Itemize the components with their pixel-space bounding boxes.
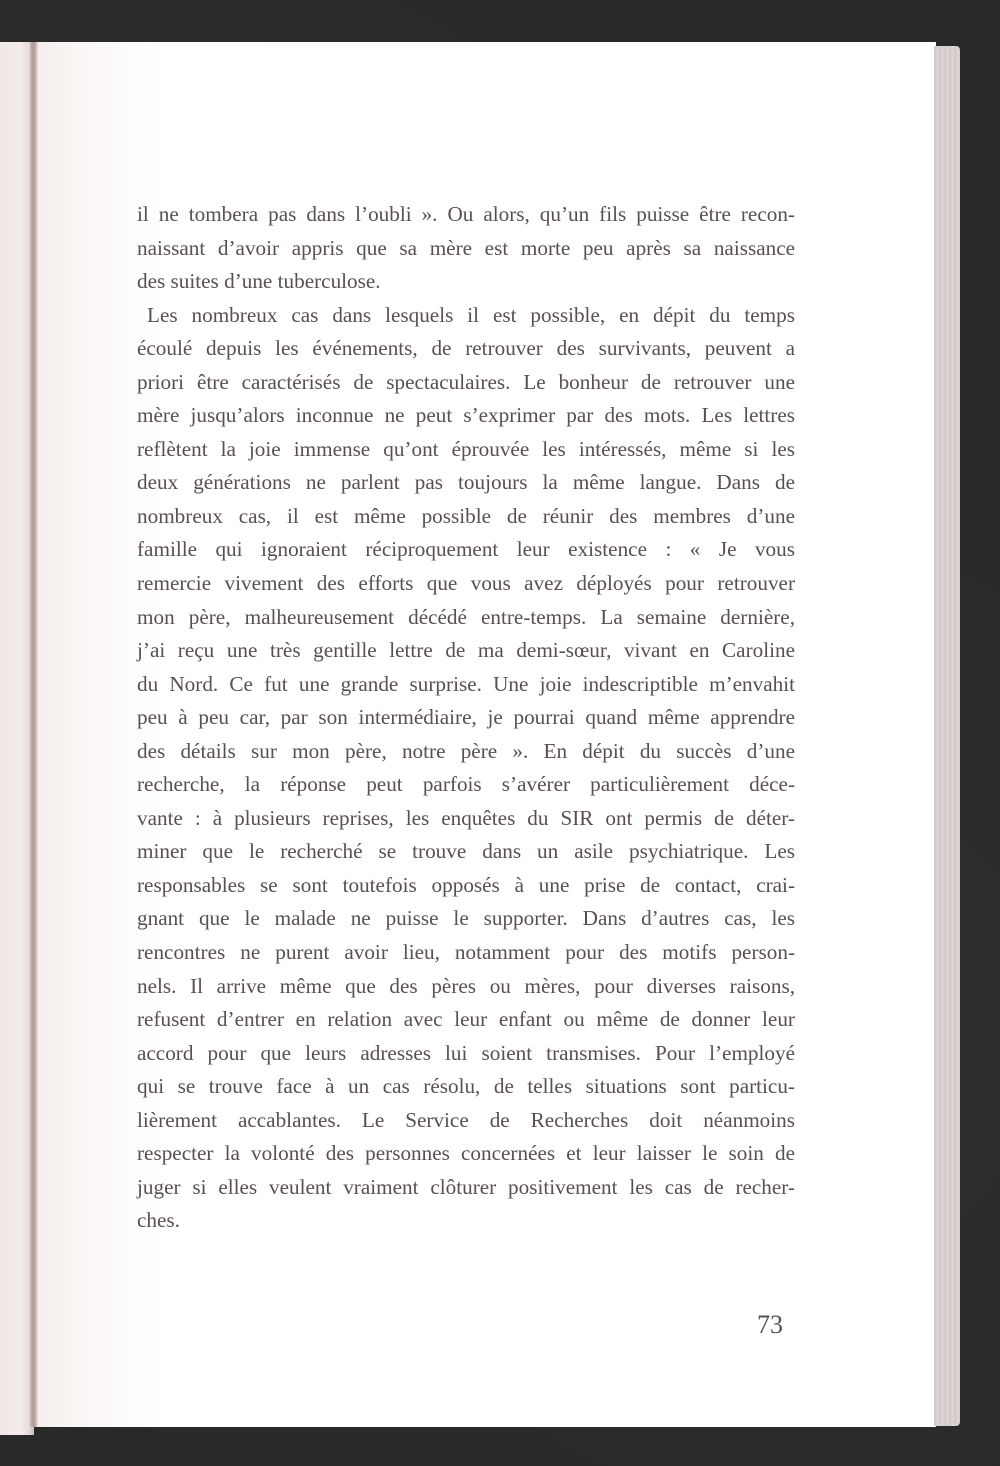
text-line: des suites d’une tuberculose. (137, 269, 381, 294)
facing-page-edge (0, 42, 34, 1435)
text-line: il ne tombera pas dans l’oubli ». Ou alors, qu’un fils puisse être recon- (137, 202, 795, 226)
text-line: gnant que le malade ne puisse le supporter. Dans d’autres cas, les (137, 906, 795, 931)
text-line: du Nord. Ce fut une grande surprise. Une joie indescriptible m’envahit (137, 671, 795, 696)
body-text (137, 198, 795, 1238)
text-line: nels. Il arrive même que des pères ou mères, pour diverses raisons, (137, 973, 795, 998)
text-line: respecter la volonté des personnes concernées et leur laisser le soin de (137, 1141, 795, 1166)
text-line: vante : à plusieurs reprises, les enquêtes du SIR ont permis de déter- (137, 805, 795, 830)
text-line: des détails sur mon père, notre père ». En dépit du succès d’une (137, 738, 795, 763)
text-line: famille qui ignoraient réciproquement leur existence : « Je vous (137, 537, 795, 562)
text-line: mère jusqu’alors inconnue ne peut s’exprimer par des mots. Les lettres (137, 403, 795, 428)
page-stack-edge (934, 46, 960, 1426)
text-line: peu à peu car, par son intermédiaire, je pourrai quand même apprendre (137, 705, 795, 730)
text-line: rencontres ne purent avoir lieu, notamment pour des motifs person- (137, 940, 795, 965)
paragraph (137, 299, 795, 1238)
book-gutter (30, 42, 38, 1427)
text-line: qui se trouve face à un cas résolu, de telles situations sont particu- (137, 1074, 795, 1099)
text-line: deux générations ne parlent pas toujours la même langue. Dans de (137, 470, 795, 495)
text-line: accord pour que leurs adresses lui soient transmises. Pour l’employé (137, 1040, 795, 1065)
paragraphs (137, 198, 795, 1238)
text-line: naissant d’avoir appris que sa mère est morte peu après sa naissance (137, 235, 795, 260)
text-line: refusent d’entrer en relation avec leur enfant ou même de donner leur (137, 1007, 795, 1032)
text-line: écoulé depuis les événements, de retrouver des survivants, peuvent a (137, 336, 795, 361)
text-line: nombreux cas, il est même possible de réunir des membres d’une (137, 503, 795, 528)
text-line: Les nombreux cas dans lesquels il est possible, en dépit du temps (147, 302, 795, 327)
text-line: miner que le recherché se trouve dans un asile psychiatrique. Les (137, 839, 795, 864)
text-line: juger si elles veulent vraiment clôturer positivement les cas de recher- (137, 1174, 795, 1199)
paragraph (137, 198, 795, 299)
text-line: j’ai reçu une très gentille lettre de ma demi-sœur, vivant en Caroline (137, 638, 795, 663)
text-line: recherche, la réponse peut parfois s’avérer particulièrement déce- (137, 772, 795, 797)
page-number: 73 (757, 1310, 783, 1339)
text-line: lièrement accablantes. Le Service de Recherches doit néanmoins (137, 1107, 795, 1132)
text-line: reflètent la joie immense qu’ont éprouvée les intéressés, même si les (137, 436, 795, 461)
text-line: ches. (137, 1208, 180, 1233)
text-line: mon père, malheureusement décédé entre-temps. La semaine dernière, (137, 604, 795, 629)
text-line: remercie vivement des efforts que vous avez déployés pour retrouver (137, 571, 795, 596)
text-line: priori être caractérisés de spectaculaires. Le bonheur de retrouver une (137, 369, 795, 394)
text-line: responsables se sont toutefois opposés à une prise de contact, crai- (137, 872, 795, 897)
